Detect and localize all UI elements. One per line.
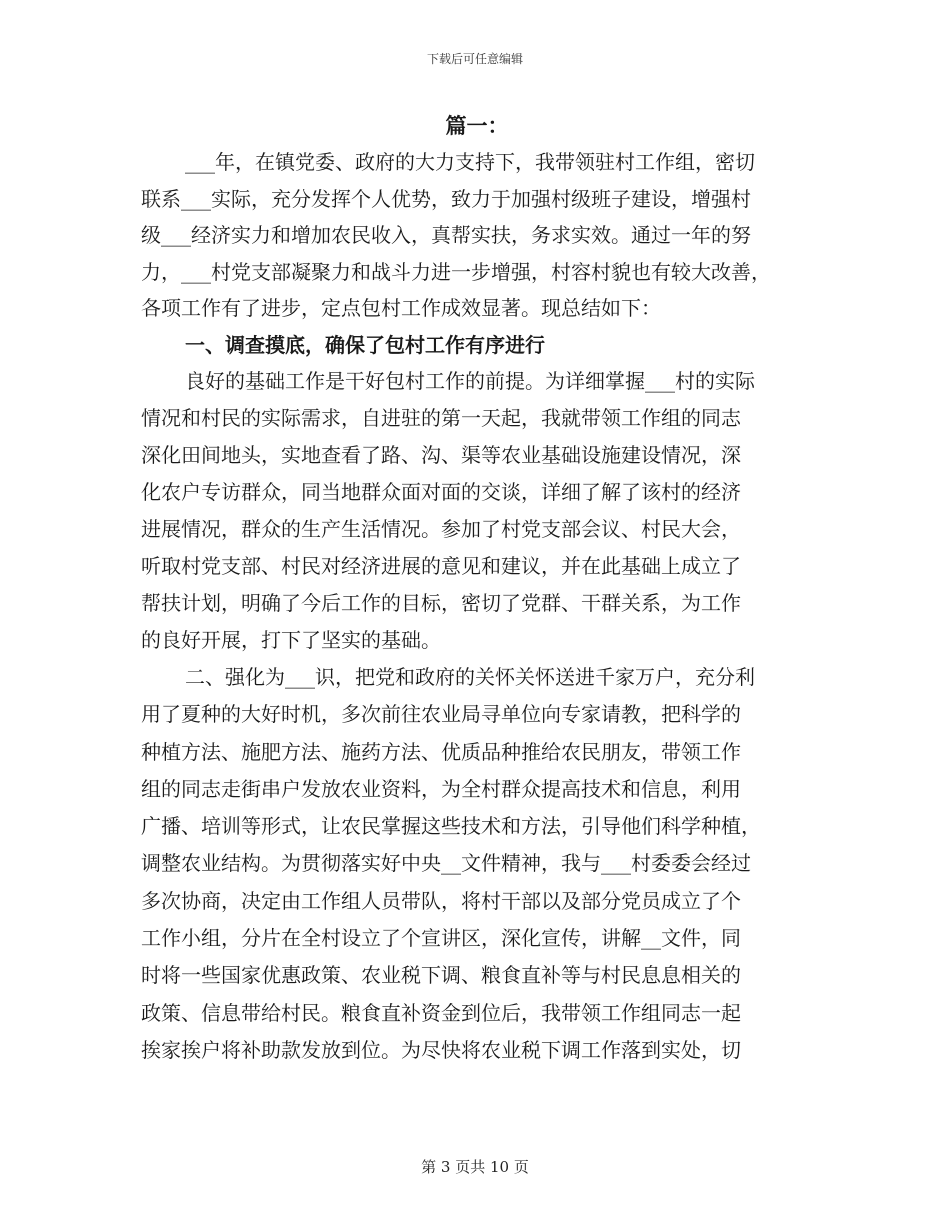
paragraph-awareness	[141, 659, 813, 1069]
paragraph-line: 深化田间地头，实地查看了路、沟、渠等农业基础设施建设情况，深	[141, 443, 741, 467]
paragraph-line: 工作小组，分片在全村设立了个宣讲区，深化宣传，讲解__文件，同	[141, 926, 741, 951]
paragraph-line: 联系___实际，充分发挥个人优势，致力于加强村级班子建设，增强村	[141, 186, 751, 211]
paragraph-survey	[141, 363, 813, 659]
document-body	[141, 108, 813, 1069]
paragraph-line: ___年，在镇党委、政府的大力支持下，我带领驻村工作组，密切	[185, 150, 755, 174]
page-footer: 第 3 页共 10 页	[421, 1158, 529, 1176]
paragraph-line: 良好的基础工作是干好包村工作的前提。为详细掌握___村的实际	[185, 369, 755, 393]
paragraph-line: 时将一些国家优惠政策、农业税下调、粮食直补等与村民息息相关的	[141, 963, 741, 988]
paragraph-line: 级___经济实力和增加农民收入，真帮实扶，务求实效。通过一年的努	[141, 223, 751, 247]
paragraph-line: 帮扶计划，明确了今后工作的目标，密切了党群、干群关系，为工作	[141, 591, 741, 615]
paragraph-line: 多次协商，决定由工作组人员带队，将村干部以及部分党员成立了个	[141, 888, 741, 913]
paragraph-line: 听取村党支部、村民对经济进展的意见和建议，并在此基础上成立了	[141, 554, 741, 578]
section-heading: 一、调查摸底，确保了包村工作有序进行	[185, 332, 545, 357]
paragraph-line: 的良好开展，打下了坚实的基础。	[141, 628, 441, 652]
paragraph-line: 种植方法、施肥方法、施药方法、优质品种推给农民朋友，带领工作	[141, 739, 741, 764]
paragraph-line: 二、强化为___识，把党和政府的关怀关怀送进千家万户，充分利	[185, 665, 755, 689]
paragraph-line: 广播、培训等形式，让农民掌握这些技术和方法，引导他们科学种植，	[141, 814, 761, 839]
paragraph-line: 各项工作有了进步，定点包村工作成效显著。现总结如下：	[141, 296, 661, 320]
paragraph-line: 组的同志走街串户发放农业资料，为全村群众提高技术和信息，利用	[141, 776, 741, 801]
paragraph-line: 力，___村党支部凝聚力和战斗力进一步增强，村容村貌也有较大改善，	[141, 259, 771, 284]
page-header: 下载后可任意编辑	[426, 52, 523, 66]
paragraph-line: 挨家挨户将补助款发放到位。为尽快将农业税下调工作落到实处，切	[141, 1037, 741, 1062]
section-title: 篇一：	[445, 113, 509, 138]
paragraph-line: 化农户专访群众，同当地群众面对面的交谈，详细了解了该村的经济	[141, 480, 741, 504]
paragraph-line: 用了夏种的大好时机，多次前往农业局寻单位向专家请教，把科学的	[141, 702, 741, 727]
paragraph-line: 调整农业结构。为贯彻落实好中央__文件精神，我与___村委委会经过	[141, 851, 751, 876]
paragraph-line: 进展情况，群众的生产生活情况。参加了村党支部会议、村民大会，	[141, 517, 741, 541]
paragraph-intro	[141, 144, 813, 327]
paragraph-line: 政策、信息带给村民。粮食直补资金到位后，我带领工作组同志一起	[141, 1000, 741, 1025]
paragraph-line: 情况和村民的实际需求，自进驻的第一天起，我就带领工作组的同志	[141, 406, 741, 430]
